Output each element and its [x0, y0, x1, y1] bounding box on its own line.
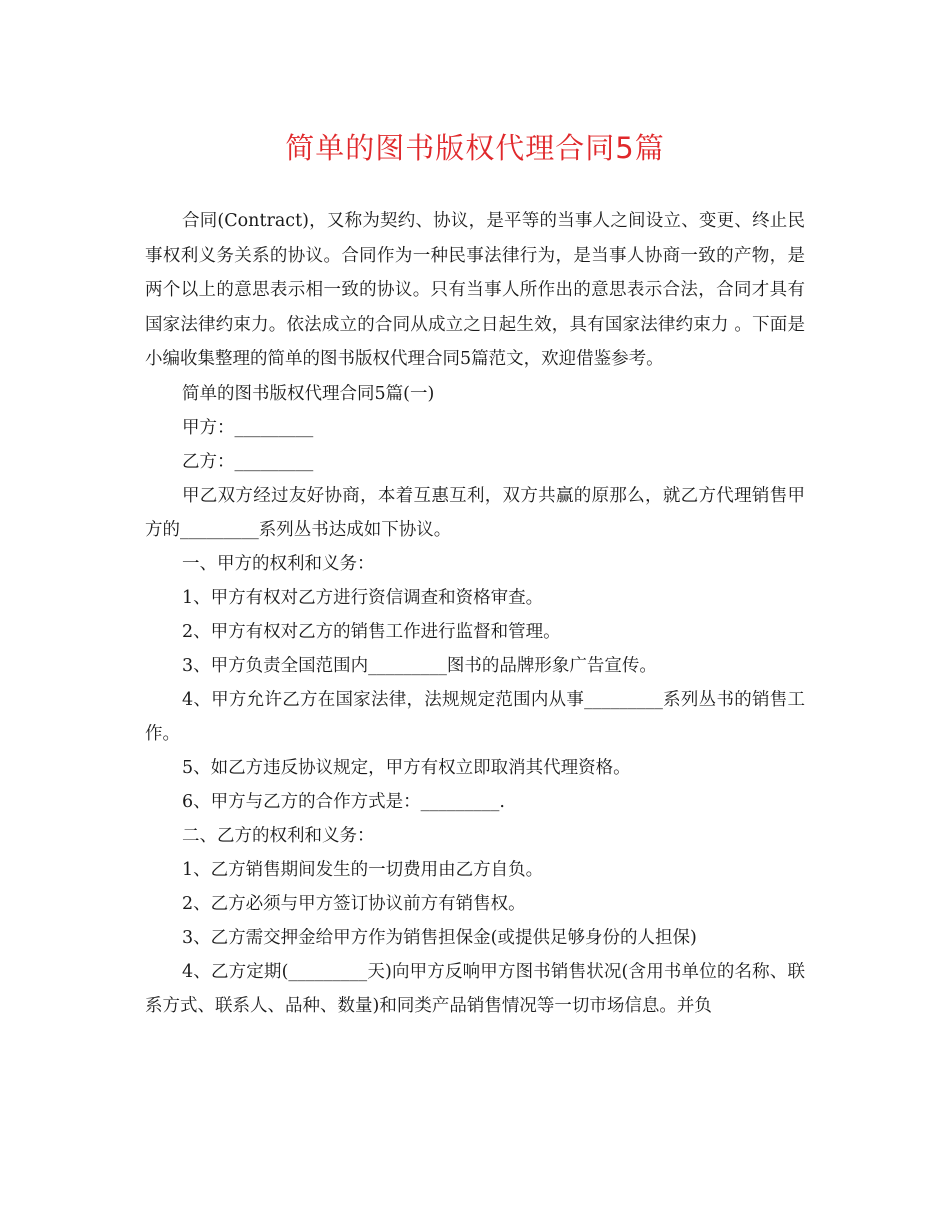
part2-heading: 二、乙方的权利和义务： — [182, 825, 375, 846]
intro-paragraph: 合同(Contract)，又称为契约、协议，是平等的当事人之间设立、变更、终止民事权利义务关系的协议。合同作为一种民事法律行为，是当事人协商一致的产物，是两个以上的意思表示相一致的协议。只有当事人所作出的意思表示合法，合同才具有国家法律约束力。依法成立的合同从成立之日起生效，具有国家法律约束力 。下面是小编收集整理的简单的图书版权代理合同5篇范文，欢迎借鉴参考。 — [145, 211, 805, 369]
list-item: 2、乙方必须与甲方签订协议前方有销售权。 — [182, 893, 526, 914]
list-item: 1、甲方有权对乙方进行资信调查和资格审查。 — [182, 587, 544, 608]
list-item: 3、乙方需交押金给甲方作为销售担保金(或提供足够身份的人担保) — [182, 927, 697, 948]
list-item: 3、甲方负责全国范围内_________图书的品牌形象广告宣传。 — [182, 655, 657, 676]
part1-heading: 一、甲方的权利和义务： — [182, 553, 375, 574]
list-item: 4、甲方允许乙方在国家法律，法规规定范围内从事_________系列丛书的销售工作。 — [145, 689, 805, 744]
list-item: 6、甲方与乙方的合作方式是：_________. — [182, 791, 505, 812]
list-item: 1、乙方销售期间发生的一切费用由乙方自负。 — [182, 859, 544, 880]
preamble-paragraph: 甲乙双方经过友好协商，本着互惠互利，双方共赢的原那么，就乙方代理销售甲方的_________系列丛书达成如下协议。 — [145, 485, 805, 540]
list-item: 2、甲方有权对乙方的销售工作进行监督和管理。 — [182, 621, 561, 642]
party-a-line: 甲方：_________ — [182, 417, 314, 438]
list-item: 4、乙方定期(_________天)向甲方反响甲方图书销售状况(含用书单位的名称、联系方式、联系人、品种、数量)和同类产品销售情况等一切市场信息。并负 — [145, 961, 805, 1016]
section-heading: 简单的图书版权代理合同5篇(一) — [182, 383, 435, 404]
document-title: 简单的图书版权代理合同5篇 — [285, 131, 665, 165]
party-b-line: 乙方：_________ — [182, 451, 314, 472]
list-item: 5、如乙方违反协议规定，甲方有权立即取消其代理资格。 — [182, 757, 631, 778]
document-body — [145, 204, 805, 1023]
